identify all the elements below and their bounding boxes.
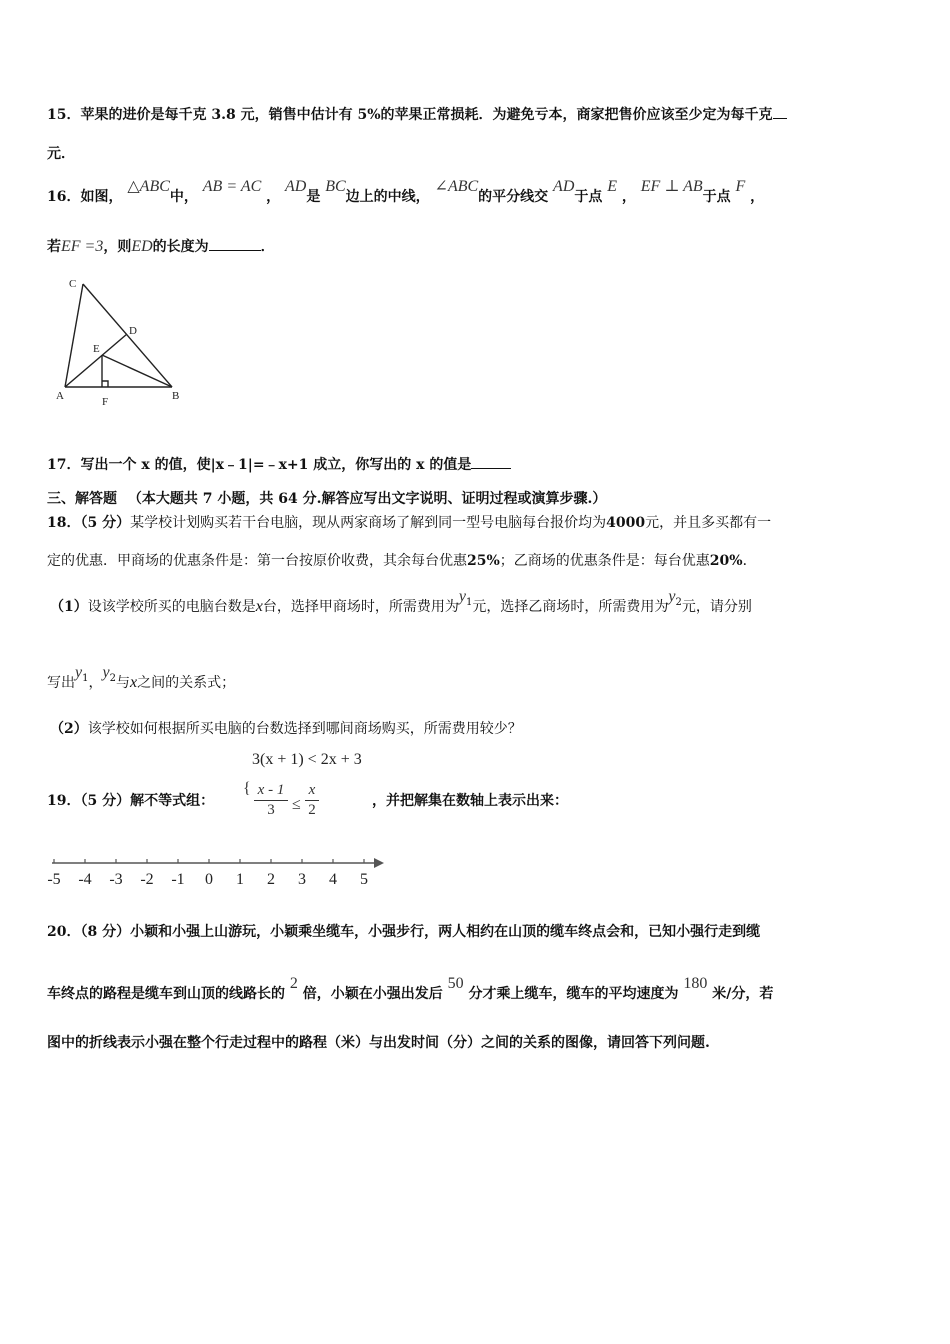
q18-sub1-y2b-sub: 2 [109,672,116,684]
q20-text-2b: 倍，小颖在小强出发后 [302,986,443,1002]
q19-number-line [40,848,400,892]
fig-label-d: D [129,325,137,337]
q16-l2-text-a: 若 [47,239,61,255]
q19-frac1-denominator: 3 [267,802,275,818]
axis-tick-label: -1 [171,871,185,888]
q16-math-ad: AD [285,178,307,195]
q20-num-2: 2 [289,975,298,992]
q16-math-e: E [607,178,618,195]
q18-sub2-number: （2） [50,721,88,737]
q18-sub1-text-h: 之间的关系式； [137,675,236,691]
q16-math-f: F [735,178,746,195]
q18-sub1-text-c: 元，选择乙商场时，所需费用为 [472,599,669,615]
section3-heading [47,488,606,508]
fig-label-f: F [102,396,109,408]
fig-segment-ad [65,334,127,387]
axis-tick-label: 0 [205,871,213,888]
axis-tick-label: 1 [236,871,244,888]
q18-sub1-text-a: 设该学校所买的电脑台数是 [87,599,256,615]
q16-text-8: ， [621,189,636,205]
q16-line1 [47,178,765,206]
q16-math-ed: ED [131,238,153,255]
q18-line1 [47,512,771,532]
q18-sub1-line1 [50,588,752,618]
q18-sub1-y1b-sub: 1 [82,672,89,684]
q18-sub1-text-f: ， [88,675,103,691]
q16-math-ad-2: AD [553,178,575,195]
q19-tail-text: ，并把解集在数轴上表示出来： [372,793,568,809]
axis-tick-label: 3 [298,871,306,888]
q18-sub1-y2-sub: 2 [675,596,682,608]
q18-sub1-y1b-var: y [75,664,83,681]
q18-sub1-var-x: x [255,598,263,615]
axis-tick-label: 4 [329,871,337,888]
axis-tick-label: 5 [360,871,368,888]
q15-line1 [47,104,787,124]
q18-text-1b: 元，并且多买都有一 [645,515,772,531]
axis-arrow-icon [374,858,384,868]
q18-sub1-number: （1） [50,599,88,615]
q20-line1 [47,921,760,941]
q18-sub1-text-d: 元，请分别 [681,599,752,615]
q16-math-bc: BC [325,178,346,195]
q15-answer-blank[interactable] [773,104,787,119]
q18-sub1-line2 [47,664,236,694]
q16-l2-text-c: 的长度为 [152,239,209,255]
q20-text-2c: 分才乘上缆车，缆车的平均速度为 [468,986,679,1002]
q18-sub1-y2-b [102,664,116,684]
q17-text: 17．写出一个 x 的值，使|x﹣1|=﹣x+1 成立，你写出的 x 的值是 [47,457,472,473]
q18-sub2-line [50,718,522,738]
fig-right-angle-mark [102,381,108,387]
fig-label-c: C [69,278,77,290]
q18-discount-25: 25% [467,553,500,569]
q16-text-2: 中， [169,189,198,205]
axis-tick-label: -3 [109,871,123,888]
q20-text-3: 图中的折线表示小强在整个行走过程中的路程（米）与出发时间（分）之间的关系的图像，请回答下列问题. [47,1035,710,1051]
q19-frac1-numerator: x - 1 [257,782,285,798]
q18-sub1-y2b-var: y [102,664,110,681]
q16-text-4: 是 [306,189,321,205]
q18-sub1-y2-var: y [668,588,676,605]
q16-text-9: 于点 [702,189,731,205]
q18-text-2a: 定的优惠．甲商场的优惠条件是：第一台按原价收费，其余每台优惠 [47,553,467,569]
q20-text-2a: 车终点的路程是缆车到山顶的线路长的 [47,986,285,1002]
q16-math-angle-abc: ∠ABC [434,178,479,195]
q16-text-5: 边上的中线， [345,189,430,205]
q16-math-ef-perp-ab: EF ⊥ AB [640,178,703,195]
q20-line2 [47,975,774,1003]
q18-discount-20: 20% [709,553,743,569]
q20-text-1: 20．（8 分）小颖和小强上山游玩，小颖乘坐缆车，小强步行，两人相约在山顶的缆车终点会和，已知小强行走到缆 [47,924,761,940]
q18-text-2b: ；乙商场的优惠条件是：每台优惠 [499,553,710,569]
q20-num-50: 50 [447,975,464,992]
fig-label-b: B [172,390,180,402]
q18-sub1-text-g: 与 [115,675,130,691]
q19-inequality-1: 3(x + 1) < 2x + 3 [252,751,362,768]
q16-line2 [47,236,275,256]
q15-line2 [47,143,75,163]
q16-l2-text-b: ，则 [103,239,132,255]
q18-sub1-var-x-2: x [129,674,138,691]
fig-segment-cb [83,284,172,387]
q18-text-2c: ． [742,553,757,569]
q20-text-2d: 米/分，若 [712,986,774,1002]
q19-system-brace: { [243,780,251,797]
axis-tick-label: -2 [140,871,154,888]
q18-sub2-text: 该学校如何根据所买电脑的台数选择到哪间商场购买，所需费用较少？ [87,721,522,737]
q19-frac2-denominator: 2 [308,802,316,818]
q18-sub1-y2 [668,588,682,608]
q18-sub1-y1 [458,588,473,608]
q18-label: 18．（5 分） [47,515,131,531]
q20-line3 [47,1032,710,1052]
q18-sub1-y1-b [75,664,89,684]
q18-sub1-y1-sub: 1 [465,596,473,608]
q16-l2-text-d: ． [260,239,275,255]
q17-answer-blank[interactable] [471,454,511,469]
q16-text-6: 的平分线交 [478,189,549,205]
q16-text-1: 16．如图， [47,189,123,205]
fig-segment-be [102,355,172,387]
q18-sub1-text-e: 写出 [47,675,75,691]
q16-math-ab-eq-ac: AB = AC [202,178,262,195]
q16-math-triangle-abc: △ABC [127,178,170,195]
fig-label-e: E [93,343,100,355]
q16-text-3: ， [266,189,281,205]
q18-text-1: 某学校计划购买若干台电脑，现从两家商场了解到同一型号电脑每台报价均为 [130,515,607,531]
q19-tail [372,790,568,810]
q19-frac2-bar [305,800,319,801]
q16-math-ef-eq-3: EF =3 [61,238,104,255]
q15-text: 15．苹果的进价是每千克 3.8 元，销售中估计有 5%的苹果正常损耗．为避免亏本，商家把售价应该至少定为每千克 [47,107,773,123]
q16-text-7: 于点 [574,189,603,205]
q19-label-line [47,790,214,810]
fig-segment-ac [65,284,83,387]
q17-line [47,454,511,474]
q19-fraction-2 [305,782,319,819]
q19-label: 19．（5 分）解不等式组： [47,793,215,809]
section3-note: （本大题共 7 小题，共 64 分.解答应写出文字说明、证明过程或演算步骤.） [127,491,607,507]
axis-tick-label: 2 [267,871,275,888]
q19-fraction-1 [254,782,288,819]
q15-end: 元． [47,146,75,162]
q19-less-equal: ≤ [292,796,301,813]
q18-sub1-y1-var: y [458,588,466,605]
section3-title: 三、解答题 [47,491,117,507]
q20-num-180: 180 [683,975,708,992]
q16-answer-blank[interactable] [209,236,261,251]
q18-line2 [47,550,757,570]
fig-label-a: A [56,390,64,402]
axis-tick-label: -5 [47,871,61,888]
q18-sub1-text-b: 台，选择甲商场时，所需费用为 [262,599,459,615]
q18-price: 4000 [606,515,646,531]
q19-frac1-bar [254,800,288,801]
q16-triangle-figure [50,272,190,412]
q16-text-10: ， [750,189,765,205]
q19-frac2-numerator: x [308,782,316,798]
axis-tick-label: -4 [78,871,92,888]
